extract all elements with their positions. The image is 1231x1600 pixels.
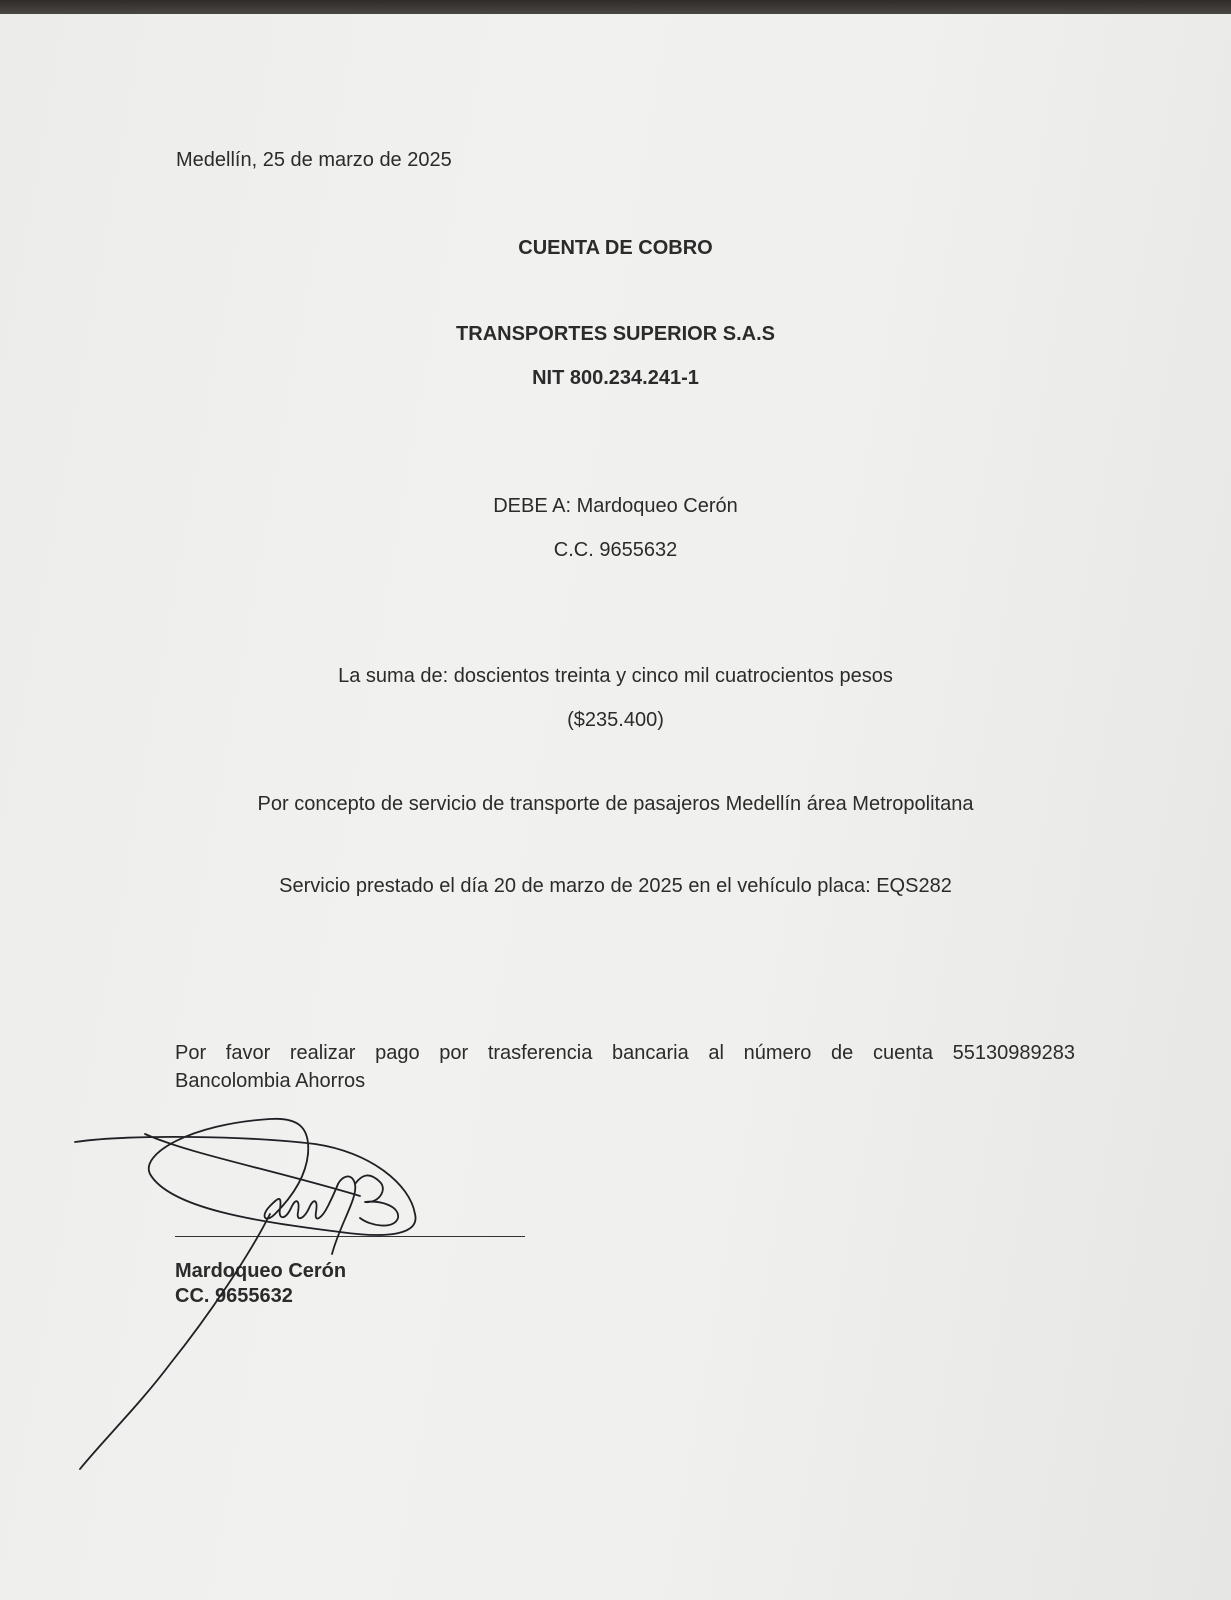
payment-instructions: Por favor realizar pago por trasferencia bancaria al número de cuenta 55130989283 xyxy=(175,1042,1075,1064)
company-nit: NIT 800.234.241-1 xyxy=(532,367,699,389)
debtor-id: C.C. 9655632 xyxy=(553,539,678,561)
background-edge xyxy=(0,0,1231,14)
handwritten-signature xyxy=(70,1114,490,1494)
service-concept: Por concepto de servicio de transporte de pasajeros Medellín área Metropolitana xyxy=(257,793,974,815)
signer-id: CC. 9655632 xyxy=(175,1285,293,1307)
signer-name: Mardoqueo Cerón xyxy=(175,1260,347,1282)
service-detail: Servicio prestado el día 20 de marzo de 2025 en el vehículo placa: EQS282 xyxy=(279,875,952,897)
amount-words: La suma de: doscientos treinta y cinco mil cuatrocientos pesos xyxy=(338,665,893,687)
amount-number: ($235.400) xyxy=(567,709,664,731)
company-name: TRANSPORTES SUPERIOR S.A.S xyxy=(456,323,775,345)
bank-name: Bancolombia Ahorros xyxy=(175,1070,366,1092)
document-title: CUENTA DE COBRO xyxy=(518,237,713,259)
date-line: Medellín, 25 de marzo de 2025 xyxy=(176,149,452,171)
document-page xyxy=(0,14,1231,1600)
debtor-line: DEBE A: Mardoqueo Cerón xyxy=(493,495,738,517)
